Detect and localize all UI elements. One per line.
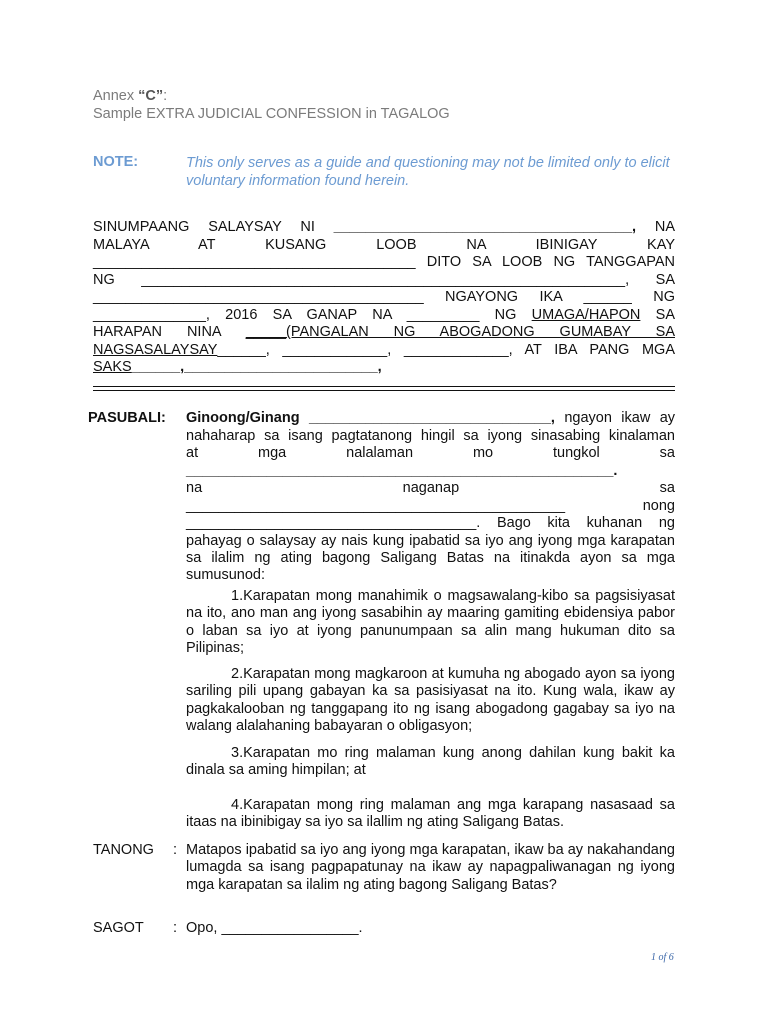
- pasubali-text: ngayon ikaw ay: [554, 410, 676, 426]
- right-4: 4.Karapatan mong ring malaman ang mga karapang nasasaad sa itaas na ibinibigay sa iyo sa ilallim ng ating Saligang Batas.: [186, 797, 675, 831]
- right-1: 1.Karapatan mong manahimik o magsawalang-kibo sa pagsisiyasat na ito, ano man ang iyong sasabihin ay maaring gamiting ebidensiya pabor o laban sa iyo at iyong panunumpaan sa alin mang hukuman dito sa Pilipinas;: [186, 588, 675, 657]
- right-3: 3.Karapatan mo ring malaman kung anong dahilan kung bakit ka dinala sa aming himpilan; at: [186, 745, 675, 779]
- pasubali-line-2: nahaharap sa isang pagtatanong hingil sa iyong sinasabing kinalaman: [186, 427, 675, 444]
- tanong-label: TANONG: [93, 842, 154, 858]
- intro-line-4: NG ____________________________________________________________, SA: [93, 271, 675, 288]
- intro-text: HARAPAN NINA: [93, 324, 246, 340]
- sagot-label: SAGOT: [93, 920, 144, 936]
- pasubali-line-5: na naganap sa: [186, 480, 675, 496]
- intro-text: SA: [640, 306, 675, 323]
- pasubali-line-7: ____________________________________. Bago kita kuhanan ng: [186, 515, 675, 531]
- name-blank: ______________________________,: [308, 410, 555, 426]
- pasubali-line-3: at mga nalalaman mo tungkol sa: [186, 445, 675, 461]
- page-number: 1 of 6: [651, 952, 674, 963]
- intro-text: NA: [636, 219, 675, 235]
- pasubali-line-4: _____________________________________________________.: [186, 462, 618, 479]
- intro-line-7: [93, 324, 675, 342]
- intro-line-1: [93, 219, 675, 237]
- name-blank: _____________________________________,: [333, 219, 637, 235]
- pasubali-rest: pahayag o salaysay ay nais kung ipabatid sa iyo ang iyong mga karapatan sa ilalim ng ating bagong Saligang Batas na itinakda ayon sa mga sumusunod:: [186, 532, 675, 584]
- annex-suffix: :: [163, 88, 168, 104]
- intro-line-3: ________________________________________ DITO SA LOOB NG TANGGAPAN: [93, 254, 675, 270]
- nagsasalaysay-text: NAGSASALAYSAY: [93, 341, 218, 358]
- pasubali-line-1: [186, 410, 675, 428]
- intro-line-2: MALAYA AT KUSANG LOOB NA IBINIGAY KAY: [93, 236, 675, 253]
- intro-text: ______________, 2016 SA GANAP NA _________ NG: [93, 306, 532, 323]
- saks-text: SAKS: [93, 359, 132, 375]
- annex-header: [93, 87, 450, 123]
- intro-text: SINUMPAANG SALAYSAY NI: [93, 219, 334, 235]
- intro-text: ______, _____________, _____________, AT IBA PANG MGA: [217, 341, 675, 358]
- umaga-hapon: UMAGA/HAPON: [531, 306, 641, 323]
- intro-line-9: [93, 359, 675, 377]
- pasubali-label: PASUBALI:: [88, 410, 166, 426]
- pasubali-intro: [186, 410, 675, 585]
- pasubali-body: [186, 410, 675, 585]
- double-rule-divider: [93, 386, 675, 391]
- annex-letter: “C”: [138, 88, 164, 104]
- tanong-colon: :: [173, 842, 178, 858]
- intro-line-8: [93, 342, 675, 360]
- intro-line-5: _________________________________________ NGAYONG IKA ______ NG: [93, 289, 675, 305]
- pasubali-line-6: _______________________________________________ nong: [186, 497, 675, 514]
- intro-paragraph: [93, 219, 675, 377]
- ginoong-ginang: Ginoong/Ginang: [186, 410, 309, 426]
- sagot-text: Opo, _________________.: [186, 920, 363, 936]
- annex-title: [93, 87, 450, 105]
- lawyer-placeholder: _____(PANGALAN NG ABOGADONG GUMABAY SA: [245, 324, 675, 340]
- annex-subtitle: Sample EXTRA JUDICIAL CONFESSION in TAGALOG: [93, 106, 450, 122]
- note-label: NOTE:: [93, 154, 139, 170]
- sagot-colon: :: [173, 920, 178, 936]
- witness-blanks: ______,________________________,: [131, 359, 382, 375]
- tanong-text: Matapos ipabatid sa iyo ang iyong mga karapatan, ikaw ba ay nakahandang lumagda sa isang pagpapatunay na ikaw ay napagpaliwanagan ng iyong mga karapatan sa ilalim ng ating bagong Saligang Batas?: [186, 842, 675, 893]
- right-2: 2.Karapatan mong magkaroon at kumuha ng abogado ayon sa iyong sariling pili upang gabayan ka sa pasisiyasat na ito. Kung wala, ikaw ay pagkakalooban ng tanggapang ito ng isang abogadong gagabay sa iyo na walang alalahaning babayaran o obligasyon;: [186, 666, 675, 735]
- annex-prefix: Annex: [93, 88, 139, 104]
- note-text: This only serves as a guide and questioning may not be limited only to elicit voluntary information found herein.: [186, 155, 670, 189]
- intro-line-6: [93, 307, 675, 325]
